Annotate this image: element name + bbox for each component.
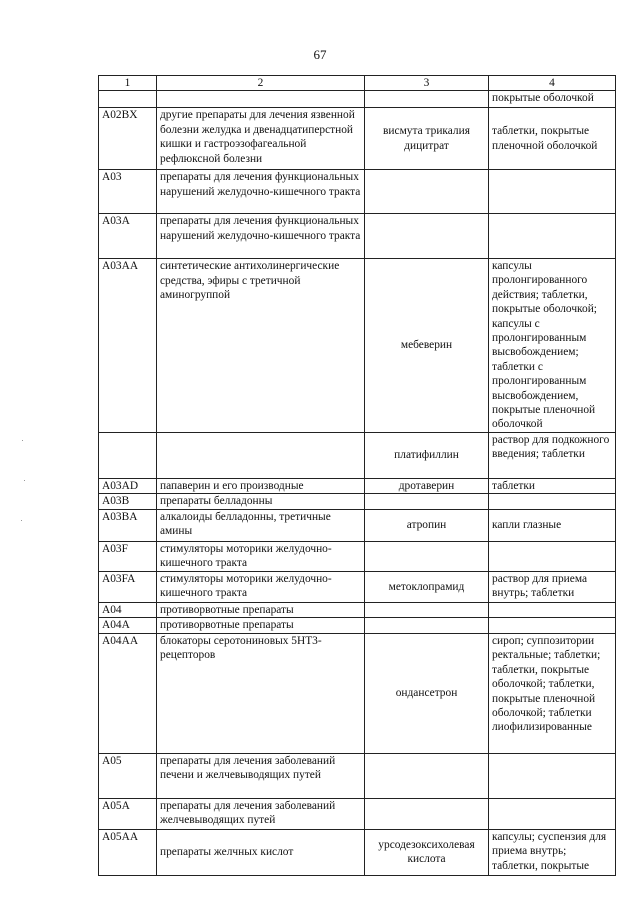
drug-name-cell: ондансетрон: [365, 633, 489, 753]
table-header-row: [99, 76, 616, 91]
table-row: [99, 829, 616, 875]
group-name-cell: синтетические антихолинергические средства, эфиры с третичной аминогруппой: [157, 259, 365, 433]
header-cell: 1: [99, 76, 157, 91]
drug-name-cell: [365, 494, 489, 510]
group-name-cell: [157, 91, 365, 108]
header-cell: 4: [489, 76, 616, 91]
dosage-form-cell: таблетки: [489, 478, 616, 494]
drug-name-cell: [365, 541, 489, 571]
table-row: [99, 494, 616, 510]
dosage-form-cell: [489, 753, 616, 798]
table-row: [99, 798, 616, 829]
header-cell: 2: [157, 76, 365, 91]
dosage-form-cell: капли глазные: [489, 509, 616, 541]
atc-code-cell: A03BA: [99, 509, 157, 541]
drug-name-cell: атропин: [365, 509, 489, 541]
table-row: [99, 91, 616, 108]
drug-name-cell: дротаверин: [365, 478, 489, 494]
atc-code-cell: A03F: [99, 541, 157, 571]
table-row: [99, 170, 616, 214]
drug-name-cell: платифиллин: [365, 432, 489, 478]
atc-code-cell: A02BX: [99, 108, 157, 170]
table-row: [99, 753, 616, 798]
atc-code-cell: A04A: [99, 618, 157, 634]
drug-name-cell: висмута трикалия дицитрат: [365, 108, 489, 170]
dosage-form-cell: раствор для подкожного введения; таблетки: [489, 432, 616, 478]
dosage-form-cell: капсулы пролонгированного действия; таблетки, покрытые оболочкой; капсулы с пролонгированным высвобождением; таблетки с пролонгированным высвобождением, покрытые пленочной оболочкой: [489, 259, 616, 433]
group-name-cell: препараты для лечения функциональных нарушений желудочно-кишечного тракта: [157, 214, 365, 259]
drug-name-cell: [365, 618, 489, 634]
drug-name-cell: метоклопрамид: [365, 571, 489, 602]
atc-code-cell: A03AD: [99, 478, 157, 494]
header-cell: 3: [365, 76, 489, 91]
group-name-cell: препараты для лечения заболеваний желчевыводящих путей: [157, 798, 365, 829]
atc-code-cell: A05AA: [99, 829, 157, 875]
dosage-form-cell: [489, 602, 616, 618]
page-number: 67: [313, 47, 327, 62]
group-name-cell: препараты для лечения заболеваний печени и желчевыводящих путей: [157, 753, 365, 798]
atc-code-cell: A05: [99, 753, 157, 798]
atc-code-cell: A04: [99, 602, 157, 618]
dosage-form-cell: раствор для приема внутрь; таблетки: [489, 571, 616, 602]
table-row: [99, 108, 616, 170]
group-name-cell: противорвотные препараты: [157, 602, 365, 618]
table-row: [99, 602, 616, 618]
atc-code-cell: A03A: [99, 214, 157, 259]
group-name-cell: препараты белладонны: [157, 494, 365, 510]
table-row: [99, 541, 616, 571]
drug-name-cell: [365, 753, 489, 798]
dosage-form-cell: [489, 541, 616, 571]
scan-speck: [24, 480, 25, 481]
group-name-cell: препараты для лечения функциональных нарушений желудочно-кишечного тракта: [157, 170, 365, 214]
atc-code-cell: [99, 432, 157, 478]
atc-code-cell: A03AA: [99, 259, 157, 433]
group-name-cell: блокаторы серотониновых 5HT3-рецепторов: [157, 633, 365, 753]
table-row: [99, 618, 616, 634]
table-row: [99, 509, 616, 541]
dosage-form-cell: [489, 214, 616, 259]
dosage-form-cell: [489, 494, 616, 510]
dosage-form-cell: покрытые оболочкой: [489, 91, 616, 108]
dosage-form-cell: [489, 170, 616, 214]
table-row: [99, 571, 616, 602]
drug-name-cell: [365, 602, 489, 618]
drug-name-cell: [365, 798, 489, 829]
group-name-cell: препараты желчных кислот: [157, 829, 365, 875]
drug-name-cell: [365, 91, 489, 108]
group-name-cell: противорвотные препараты: [157, 618, 365, 634]
dosage-form-cell: [489, 618, 616, 634]
atc-code-cell: A03: [99, 170, 157, 214]
atc-code-cell: A03B: [99, 494, 157, 510]
drug-name-cell: [365, 170, 489, 214]
atc-code-cell: A03FA: [99, 571, 157, 602]
table-row: [99, 633, 616, 753]
drug-name-cell: [365, 214, 489, 259]
dosage-form-cell: [489, 798, 616, 829]
group-name-cell: папаверин и его производные: [157, 478, 365, 494]
group-name-cell: алкалоиды белладонны, третичные амины: [157, 509, 365, 541]
group-name-cell: [157, 432, 365, 478]
atc-code-cell: A05A: [99, 798, 157, 829]
atc-code-cell: A04AA: [99, 633, 157, 753]
dosage-form-cell: капсулы; суспензия для приема внутрь; таблетки, покрытые: [489, 829, 616, 875]
group-name-cell: другие препараты для лечения язвенной болезни желудка и двенадцатиперстной кишки и гастроэзофагеальной рефлюксной болезни: [157, 108, 365, 170]
table-row: [99, 259, 616, 433]
group-name-cell: стимуляторы моторики желудочно-кишечного тракта: [157, 571, 365, 602]
scan-speck: [21, 520, 22, 521]
dosage-form-cell: таблетки, покрытые пленочной оболочкой: [489, 108, 616, 170]
table-row: [99, 214, 616, 259]
group-name-cell: стимуляторы моторики желудочно-кишечного тракта: [157, 541, 365, 571]
table-row: [99, 478, 616, 494]
table-row: [99, 432, 616, 478]
dosage-form-cell: сироп; суппозитории ректальные; таблетки; таблетки, покрытые оболочкой; таблетки, покрытые пленочной оболочкой; таблетки лиофилизированные: [489, 633, 616, 753]
drug-table: [98, 75, 616, 876]
scan-speck: [22, 440, 23, 441]
atc-code-cell: [99, 91, 157, 108]
drug-name-cell: мебеверин: [365, 259, 489, 433]
drug-name-cell: урсодезоксихолевая кислота: [365, 829, 489, 875]
